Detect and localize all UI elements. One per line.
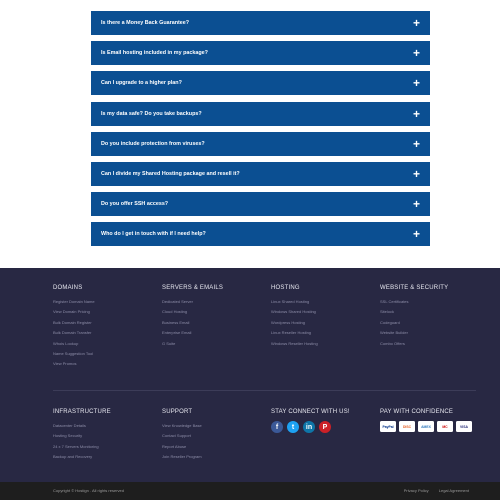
- plus-icon[interactable]: +: [412, 16, 420, 30]
- faq-question: Do you include protection from viruses?: [101, 141, 205, 147]
- footer-col-support: [162, 409, 202, 463]
- footer-heading: INFRASTRUCTURE: [53, 409, 111, 415]
- faq-question: Can I divide my Shared Hosting package and resell it?: [101, 171, 240, 177]
- plus-icon[interactable]: +: [412, 227, 420, 241]
- footer-link[interactable]: View Promos: [53, 361, 77, 367]
- footer-col-servers: [162, 285, 223, 349]
- footer-heading: DOMAINS: [53, 285, 83, 291]
- plus-icon[interactable]: +: [412, 76, 420, 90]
- footer-link[interactable]: Combo Offers: [380, 340, 405, 346]
- footer-col-social: [271, 409, 350, 433]
- amex-icon: AMEX: [418, 421, 434, 432]
- footer-link[interactable]: Name Suggestion Tool: [53, 351, 94, 357]
- footer-link[interactable]: Codeguard: [380, 319, 400, 325]
- social-icons: [271, 421, 350, 433]
- footer-link[interactable]: Website Builder: [380, 330, 408, 336]
- footer-link[interactable]: 24 x 7 Servers Monitoring: [53, 443, 99, 449]
- footer-link[interactable]: Dedicated Server: [162, 299, 193, 304]
- footer-link[interactable]: Backup and Recovery: [53, 454, 93, 460]
- linkedin-icon[interactable]: in: [303, 421, 315, 433]
- footer-divider: [53, 390, 476, 391]
- plus-icon[interactable]: +: [412, 46, 420, 60]
- faq-item[interactable]: [91, 222, 430, 246]
- footer-link[interactable]: Linux Reseller Hosting: [271, 330, 312, 336]
- footer-link[interactable]: Linux Shared Hosting: [271, 299, 310, 304]
- copyright-text: Copyright © Hostign . All rights reserved: [53, 488, 124, 493]
- footer-heading: SERVERS & EMAILS: [162, 285, 224, 291]
- payment-cards: [380, 421, 472, 432]
- footer: [0, 268, 500, 482]
- footer-link[interactable]: Cloud Hosting: [162, 309, 188, 315]
- footer-link[interactable]: Datacenter Details: [53, 423, 86, 428]
- pinterest-icon[interactable]: P: [319, 421, 331, 433]
- footer-link[interactable]: View Domain Pricing: [53, 309, 90, 315]
- legal-agreement-link[interactable]: Legal Agreement: [438, 488, 469, 493]
- paypal-icon: PayPal: [380, 421, 396, 432]
- faq-question: Who do I get in touch with if I need help?: [101, 231, 206, 237]
- legal-links: [395, 488, 469, 493]
- visa-icon: VISA: [456, 421, 472, 432]
- footer-link[interactable]: Business Email: [162, 319, 190, 325]
- footer-col-website-security: [380, 285, 448, 349]
- faq-question: Is my data safe? Do you take backups?: [101, 111, 202, 117]
- faq-item[interactable]: [91, 192, 430, 216]
- footer-heading: STAY CONNECT WITH US!: [271, 409, 350, 415]
- faq-question: Is Email hosting included in my package?: [101, 50, 208, 56]
- footer-link[interactable]: G Suite: [162, 340, 176, 346]
- footer-link[interactable]: Wordpress Hosting: [271, 319, 305, 325]
- faq-item[interactable]: [91, 41, 430, 65]
- footer-link[interactable]: Windows Reseller Hosting: [271, 340, 318, 346]
- faq-item[interactable]: [91, 132, 430, 156]
- facebook-icon[interactable]: f: [271, 421, 283, 433]
- faq-item[interactable]: [91, 102, 430, 126]
- footer-link[interactable]: View Knowledge Base: [162, 423, 202, 428]
- footer-col-domains: [53, 285, 95, 370]
- plus-icon[interactable]: +: [412, 167, 420, 181]
- footer-link[interactable]: Register Domain Name: [53, 299, 95, 304]
- mastercard-icon: MC: [437, 421, 453, 432]
- footer-link[interactable]: Sitelock: [380, 309, 395, 315]
- footer-col-hosting: [271, 285, 318, 349]
- plus-icon[interactable]: +: [412, 197, 420, 211]
- footer-heading: HOSTING: [271, 285, 300, 291]
- footer-heading: WEBSITE & SECURITY: [380, 285, 449, 291]
- privacy-policy-link[interactable]: Privacy Policy: [403, 488, 429, 493]
- bottom-bar: [0, 482, 500, 500]
- footer-link[interactable]: Whois Lookup: [53, 340, 79, 346]
- faq-question: Is there a Money Back Guarantee?: [101, 20, 190, 26]
- footer-link[interactable]: Contact Support: [162, 433, 191, 439]
- twitter-icon[interactable]: t: [287, 421, 299, 433]
- footer-link[interactable]: Bulk Domain Register: [53, 319, 92, 325]
- faq-item[interactable]: [91, 71, 430, 95]
- footer-heading: PAY WITH CONFIDENCE: [380, 409, 454, 415]
- footer-link[interactable]: Enterprise Email: [162, 330, 192, 336]
- footer-link[interactable]: Join Reseller Program: [162, 454, 202, 460]
- plus-icon[interactable]: +: [412, 137, 420, 151]
- faq-item[interactable]: [91, 11, 430, 35]
- footer-col-infrastructure: [53, 409, 111, 463]
- footer-link[interactable]: Bulk Domain Transfer: [53, 330, 92, 336]
- footer-link[interactable]: Windows Shared Hosting: [271, 309, 316, 315]
- footer-link[interactable]: Report Abuse: [162, 443, 187, 449]
- faq-item[interactable]: [91, 162, 430, 186]
- footer-col-payment: [380, 409, 472, 432]
- faq-question: Can I upgrade to a higher plan?: [101, 80, 182, 86]
- footer-link[interactable]: SSL Certificates: [380, 299, 409, 304]
- faq-question: Do you offer SSH access?: [101, 201, 169, 207]
- footer-heading: SUPPORT: [162, 409, 193, 415]
- plus-icon[interactable]: +: [412, 107, 420, 121]
- discover-icon: DISC: [399, 421, 415, 432]
- footer-link[interactable]: Hosting Security: [53, 433, 83, 439]
